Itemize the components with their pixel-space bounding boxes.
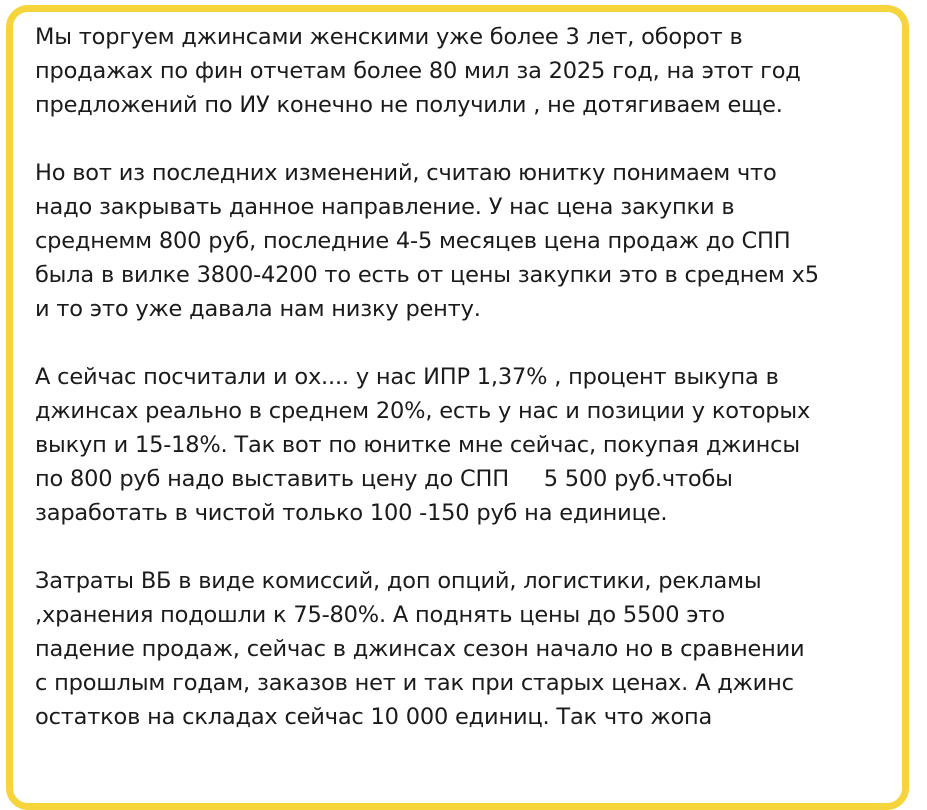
text-line: ,хранения подошли к 75-80%. А поднять цены до 5500 это <box>35 602 725 628</box>
paragraph-2 <box>35 156 905 326</box>
paragraph-1 <box>35 20 905 122</box>
text-line: и то это уже давала нам низку ренту. <box>35 296 481 322</box>
message-card <box>6 5 909 810</box>
text-line: по 800 руб надо выставить цену до СПП 5 500 руб.чтобы <box>35 466 733 492</box>
text-line: выкуп и 15-18%. Так вот по юнитке мне сейчас, покупая джинсы <box>35 432 800 458</box>
text-line: падение продаж, сейчас в джинсах сезон начало но в сравнении <box>35 636 805 662</box>
text-line: продажах по фин отчетам более 80 мил за 2025 год, на этот год <box>35 58 801 84</box>
text-line: Затраты ВБ в виде комиссий, доп опций, логистики, рекламы <box>35 568 762 594</box>
text-line: А сейчас посчитали и ох.... у нас ИПР 1,37% , процент выкупа в <box>35 364 779 390</box>
text-line: среднемм 800 руб, последние 4-5 месяцев цена продаж до СПП <box>35 228 791 254</box>
message-text <box>35 20 905 768</box>
text-line: остатков на складах сейчас 10 000 единиц. Так что жопа <box>35 704 713 730</box>
text-line: с прошлым годам, заказов нет и так при старых ценах. А джинс <box>35 670 794 696</box>
text-line: предложений по ИУ конечно не получили , не дотягиваем еще. <box>35 92 783 118</box>
text-line: надо закрывать данное направление. У нас цена закупки в <box>35 194 735 220</box>
text-line: была в вилке 3800-4200 то есть от цены закупки это в среднем х5 <box>35 262 819 288</box>
text-line: джинсах реально в среднем 20%, есть у нас и позиции у которых <box>35 398 811 424</box>
paragraph-4 <box>35 564 905 734</box>
text-line: Но вот из последних изменений, считаю юнитку понимаем что <box>35 160 777 186</box>
paragraph-3 <box>35 360 905 530</box>
text-line: заработать в чистой только 100 -150 руб на единице. <box>35 500 668 526</box>
text-line: Мы торгуем джинсами женскими уже более 3 лет, оборот в <box>35 24 743 50</box>
